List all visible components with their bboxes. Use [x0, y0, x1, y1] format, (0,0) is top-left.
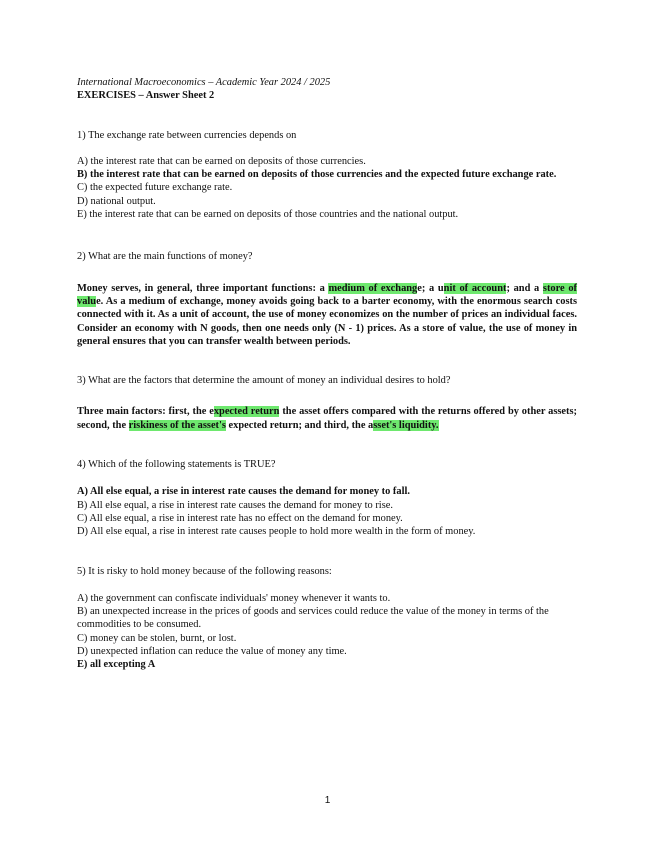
highlighted-text: medium of exchang [328, 282, 418, 294]
question-4-option-d: D) All else equal, a rise in interest rate causes people to hold more wealth in the form of money. [77, 526, 476, 538]
document-page [77, 76, 577, 672]
answer-text: e; a u [417, 282, 444, 294]
question-3 [77, 374, 577, 432]
highlighted-text: riskiness of the asset's [128, 419, 226, 431]
answer-text: the asset offers compared with the returns offered by other assets; second, the [77, 406, 578, 431]
question-4-option-a-correct: A) All else equal, a rise in interest rate causes the demand for money to fall. [77, 486, 410, 498]
question-4-option-b: B) All else equal, a rise in interest rate causes the demand for money to rise. [77, 499, 393, 511]
highlighted-text: nit of account [443, 282, 507, 294]
question-1-text: 1) The exchange rate between currencies depends on [77, 129, 297, 141]
question-1 [77, 129, 577, 222]
question-1-option-d: D) national output. [77, 195, 156, 207]
question-5-option-d: D) unexpected inflation can reduce the value of money any time. [77, 646, 347, 658]
question-1-option-a: A) the interest rate that can be earned on deposits of those currencies. [77, 155, 366, 167]
question-4-option-c: C) All else equal, a rise in interest rate has no effect on the demand for money. [77, 512, 403, 524]
question-1-options [77, 155, 577, 221]
question-3-text: 3) What are the factors that determine the amount of money an individual desires to hold? [77, 375, 451, 387]
question-3-answer [77, 405, 577, 432]
answer-text: ; and a [506, 282, 543, 294]
question-2-text: 2) What are the main functions of money? [77, 251, 253, 263]
document-header [77, 76, 577, 103]
highlighted-text: sset's liquidity. [373, 419, 439, 431]
answer-text: Money serves, in general, three important functions: a [77, 282, 329, 294]
answer-text: e. As a medium of exchange, money avoids going back to a barter economy, with the enormous search costs connected with it. As a unit of account, the use of money economizes on the number of prices an individual faces. Consider an economy with N goods, then one needs only (N - 1) prices. As a store of value, the use of money in general ensures that you can transfer wealth between periods. [77, 295, 577, 347]
question-1-option-b-correct: B) the interest rate that can be earned on deposits of those currencies and the expected future exchange rate. [77, 169, 557, 181]
question-2-answer [77, 282, 577, 348]
answer-text: expected return; and third, the a [225, 419, 374, 431]
question-4 [77, 458, 577, 538]
question-4-options [77, 485, 577, 538]
question-1-option-c: C) the expected future exchange rate. [77, 182, 233, 194]
course-title: International Macroeconomics – Academic Year 2024 / 2025 [77, 77, 331, 88]
question-4-text: 4) Which of the following statements is TRUE? [77, 459, 276, 471]
question-5-option-a: A) the government can confiscate individuals' money whenever it wants to. [77, 592, 391, 604]
answer-text: Three main factors: first, the e [77, 406, 214, 418]
question-2 [77, 250, 577, 348]
highlighted-text: xpected return [213, 406, 280, 418]
question-5-text: 5) It is risky to hold money because of the following reasons: [77, 565, 332, 577]
question-5-option-c: C) money can be stolen, burnt, or lost. [77, 632, 237, 644]
question-5-option-e-correct: E) all excepting A [77, 659, 156, 671]
question-5-options [77, 592, 577, 672]
question-5-option-b: B) an unexpected increase in the prices of goods and services could reduce the value of the money in terms of the commodities to be consumed. [77, 606, 549, 631]
question-5 [77, 565, 577, 672]
highlighted-text: store of valu [77, 282, 577, 307]
question-1-option-e: E) the interest rate that can be earned on deposits of those countries and the national output. [77, 209, 459, 221]
sheet-title: EXERCISES – Answer Sheet 2 [77, 90, 215, 102]
page-number: 1 [324, 795, 331, 806]
